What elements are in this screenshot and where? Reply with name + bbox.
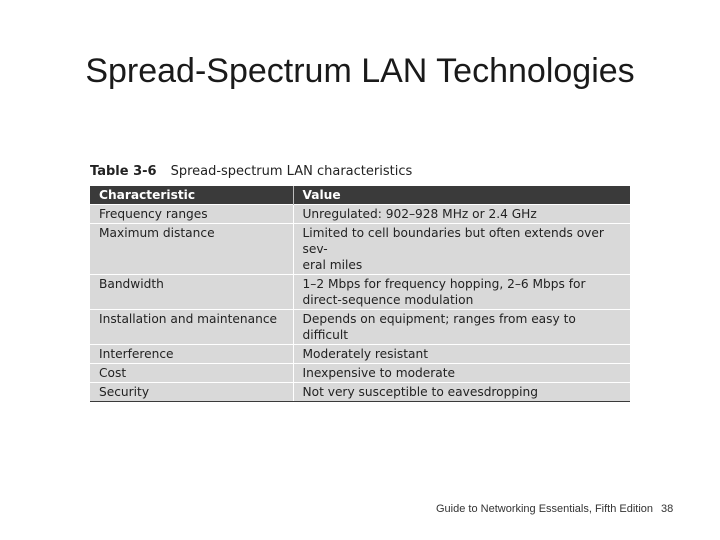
page-number: 38: [661, 503, 674, 515]
table-cell-characteristic: Cost: [90, 364, 293, 383]
table-cell-characteristic: Installation and maintenance: [90, 310, 293, 345]
table-row: [90, 205, 630, 224]
table-cell-characteristic: Maximum distance: [90, 224, 293, 275]
table-cell-value: Inexpensive to moderate: [293, 364, 630, 383]
column-header-value: Value: [293, 186, 630, 205]
table-caption-text: Spread-spectrum LAN characteristics: [170, 164, 413, 179]
table-cell-value: Limited to cell boundaries but often extends over sev- eral miles: [293, 224, 630, 275]
table-row: [90, 364, 630, 383]
table-cell-value: 1–2 Mbps for frequency hopping, 2–6 Mbps for direct-sequence modulation: [293, 275, 630, 310]
table-cell-characteristic: Security: [90, 383, 293, 402]
table-cell-value: Depends on equipment; ranges from easy to difficult: [293, 310, 630, 345]
column-header-characteristic: Characteristic: [90, 186, 293, 205]
table-caption: [90, 164, 630, 186]
characteristics-table-block: [90, 164, 630, 402]
table-row: [90, 383, 630, 402]
slide-title: Spread-Spectrum LAN Technologies: [85, 52, 635, 90]
table-caption-number: Table 3-6: [90, 164, 157, 179]
characteristics-table: [90, 186, 630, 402]
table-cell-value: Unregulated: 902–928 MHz or 2.4 GHz: [293, 205, 630, 224]
table-row: [90, 224, 630, 275]
table-cell-characteristic: Interference: [90, 345, 293, 364]
table-cell-characteristic: Bandwidth: [90, 275, 293, 310]
table-row: [90, 345, 630, 364]
table-row: [90, 275, 630, 310]
table-row: [90, 310, 630, 345]
table-cell-value: Not very susceptible to eavesdropping: [293, 383, 630, 402]
table-cell-value: Moderately resistant: [293, 345, 630, 364]
footer-text: Guide to Networking Essentials, Fifth Edition: [436, 503, 654, 515]
table-cell-characteristic: Frequency ranges: [90, 205, 293, 224]
table-header-row: [90, 186, 630, 205]
